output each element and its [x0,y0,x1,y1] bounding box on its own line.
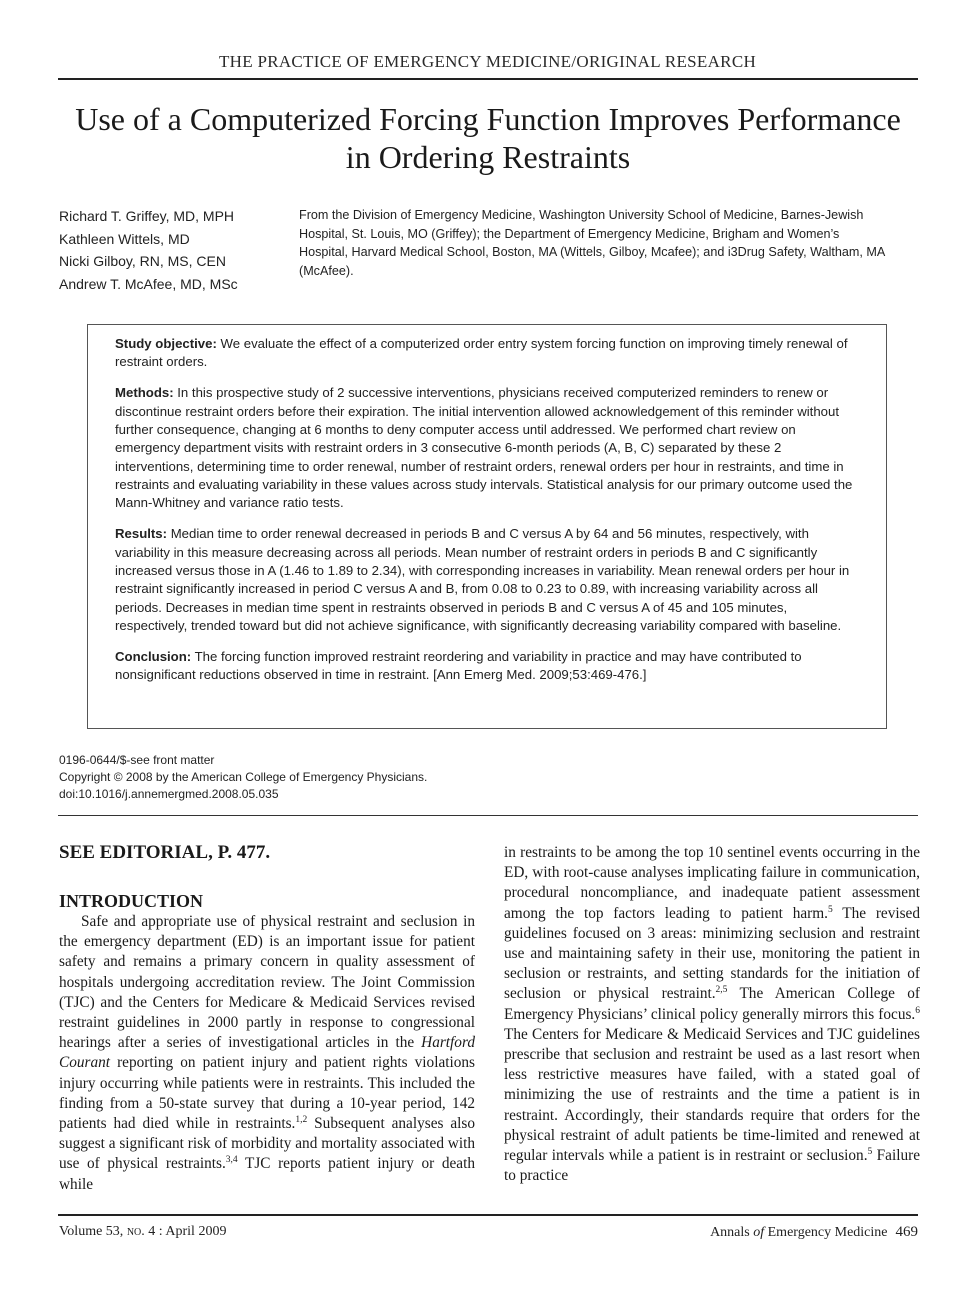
conclusion-label: Conclusion: [115,649,192,665]
citation-ref[interactable]: 1,2 [295,1114,308,1125]
citation-ref[interactable]: 5 [867,1146,873,1157]
abstract-methods [115,384,860,512]
objective-text: We evaluate the effect of a computerized order entry system forcing function on improving timely renewal of restraint orders. [115,336,848,370]
citation-ref[interactable]: 3,4 [225,1155,238,1166]
author: Kathleen Wittels, MD [59,230,190,247]
affiliation: From the Division of Emergency Medicine, Washington University School of Medicine, Barnes-Jewish Hospital, St. Louis, MO (Griffey); the Department of Emergency Medicine, Brigham and Women’s Hospital, Harvard Medical School, Boston, MA (Wittels, Gilboy, Mcafee); and i3Drug Safety, Waltham, MA (McAfee). [299,208,885,278]
volume-text: Volume 53, [59,1224,124,1239]
title-line-1: Use of a Computerized Forcing Function Improves Performance [75,101,901,137]
conclusion-text: The forcing function improved restraint reordering and variability in practice and may have contributed to nonsignificant reductions observed in time in restraint. [Ann Emerg Med. 2009;53:469-476.] [115,649,802,683]
see-editorial-link[interactable]: SEE EDITORIAL, P. 477. [59,842,271,863]
author: Nicki Gilboy, RN, MS, CEN [59,253,226,269]
journal-name: Emergency Medicine [764,1225,888,1240]
abstract-box [87,324,887,729]
article-title [58,100,918,176]
text-run: The Centers for Medicare & Medicaid Services and TJC guidelines prescribe that seclusion and restraint be used as a last resort when less restrictive measures have failed, with a stated goal of minimizing the use of restraints and the time a patient is in restraint. Accordingly, their standards require that orders for the physical restraint of adult patients be time-limited and renewed at regular intervals while a patient is in restraint or seclusion. [504,1025,920,1165]
bottom-rule [58,1214,918,1216]
separator: : [155,1224,166,1239]
text-run: in restraints to be among the top 10 sentinel events occurring in the ED, with root-cause analyses implicating failure in communication, procedural noncompliance, and inadequate patient assessment among the top factors leading to patient harm. [504,844,920,922]
citation-ref[interactable]: 2,5 [715,985,728,996]
text-run: reporting on patient injury and patient rights violations injury occurring while patients were in restraints. This included the finding from a 50-state survey that during a 10-year period, 142 patients had died while in restraints. [59,1054,475,1133]
text-run: TJC reports patient injury or death while [59,1155,475,1193]
front-matter [59,752,559,803]
text-run: The American College of Emergency Physicians’ clinical policy generally mirrors this focus. [504,985,920,1023]
issn: 0196-0644/$-see front matter [59,753,215,767]
author-list [59,205,289,295]
abstract-conclusion [115,648,860,685]
body-column-right [504,843,920,1186]
page-number: 469 [895,1224,918,1240]
footer-journal [560,1224,918,1241]
top-rule [58,78,918,80]
footer-volume [59,1224,226,1240]
divider [58,815,918,816]
text-run: Safe and appropriate use of physical restraint and seclusion in the emergency department (ED) is an important issue for patient safety and remains a primary concern in quality assessment of hospitals undergoing accreditation review. The Joint Commission (TJC) and the Centers for Medicare & Medicaid Services revised restraint guidelines in 2000 partly in response to congressional hearings after a series of investigational articles in the [59,913,475,1052]
intro-paragraph-continued [504,843,920,1186]
issue-text: no. 4 [126,1224,156,1239]
methods-label: Methods: [115,385,174,401]
text-run: Subsequent analyses also suggest a significant risk of morbidity and mortality associated with use of physical restraints. [59,1115,475,1173]
journal-name-of: of [753,1225,765,1240]
copyright: Copyright © 2008 by the American College of Emergency Physicians. [59,770,428,784]
abstract-results [115,525,860,635]
doi-link[interactable]: doi:10.1016/j.annemergmed.2008.05.035 [59,787,279,801]
title-line-2: in Ordering Restraints [345,139,631,175]
section-header: THE PRACTICE OF EMERGENCY MEDICINE/ORIGINAL RESEARCH [218,52,757,71]
author: Richard T. Griffey, MD, MPH [59,208,235,224]
author: Andrew T. McAfee, MD, MSc [59,275,238,292]
citation-ref[interactable]: 5 [827,904,833,915]
italic-run: Hartford Courant [59,1034,475,1072]
citation-ref[interactable]: 6 [915,1005,920,1016]
results-label: Results: [115,526,168,542]
intro-paragraph [59,912,475,1195]
text-run: The revised guidelines focused on 3 areas: minimizing seclusion and restraint use and maintaining safety in their use, monitoring the patient in seclusion or restraints, and setting standards for the initiation of seclusion or physical restraint. [504,904,920,1003]
date-text: April 2009 [165,1224,227,1239]
body-column-left [59,842,475,1195]
methods-text: In this prospective study of 2 successive interventions, physicians received computerized reminders to renew or discontinue restraint orders before their expiration. The initial intervention allowed acknowledgement of this reminder without further consequence, changing at 6 months to deny computer access until addressed. We performed chart review on emergency department visits with restraint orders in 3 consecutive 6-month periods (A, B, C) separated by these 2 interventions, determining time to order renewal, number of restraint orders, renewal orders per hour in restraints, and time in restraints and evaluating variability in these values across study intervals. Statistical analysis for our primary outcome used the Mann-Whitney and variance ratio tests. [115,385,853,511]
abstract-objective [115,335,860,372]
results-text: Median time to order renewal decreased in periods B and C versus A by 64 and 56 minutes, respectively, with variability in this measure decreasing across all periods. Mean number of restraint orders in periods B and C significantly increased versus those in A (1.46 to 1.89 to 2.34), with corresponding increases in variability. Mean renewal orders per hour in restraint significantly increased in period C versus A and B, from 0.08 to 0.23 to 0.89, with increasing variability across all periods. Decreases in median time spent in restraints observed in periods B and C versus A of 45 and 105 minutes, respectively, trended toward but did not achieve significance, with significantly decreasing variability compared with baseline. [115,526,850,633]
text-run: Failure to practice [504,1147,920,1185]
objective-label: Study objective: [115,336,217,351]
journal-name: Annals [710,1225,754,1240]
introduction-heading: INTRODUCTION [59,891,204,911]
